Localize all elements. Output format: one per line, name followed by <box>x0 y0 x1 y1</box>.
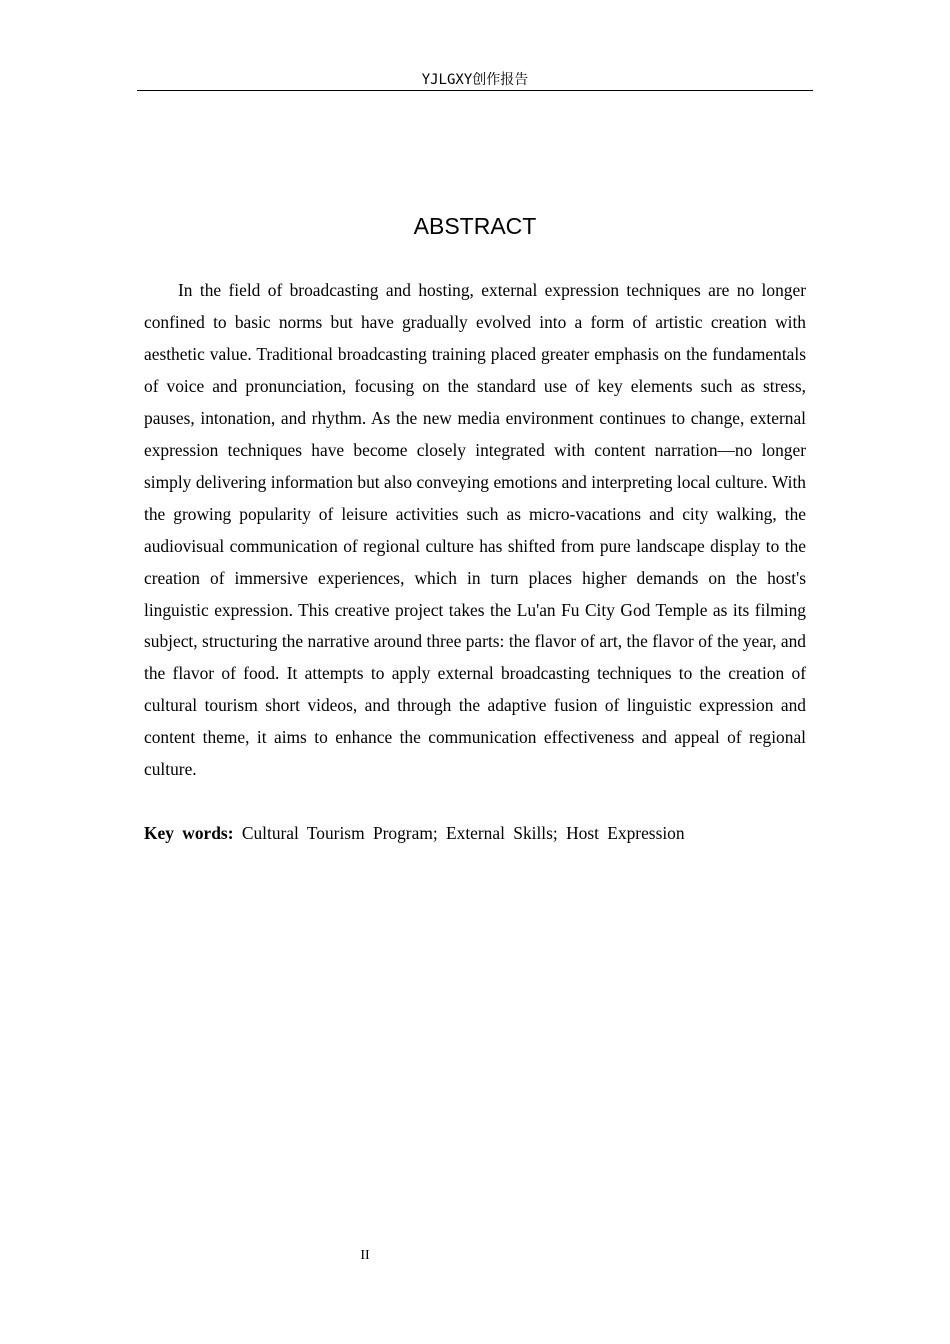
abstract-body: In the field of broadcasting and hosting, external expression techniques are no longer confined to basic norms but have gradually evolved into a form of artistic creation with aesthetic value. Traditional broadcasting training placed greater emphasis on the fundamentals of voice and pronunciation, focusing on the standard use of key elements such as stress, pauses, intonation, and rhythm. As the new media environment continues to change, external expression techniques have become closely integrated with content narration—no longer simply delivering information but also conveying emotions and interpreting local culture. With the growing popularity of leisure activities such as micro-vacations and city walking, the audiovisual communication of regional culture has shifted from pure landscape display to the creation of immersive experiences, which in turn places higher demands on the host's linguistic expression. This creative project takes the Lu'an Fu City God Temple as its filming subject, structuring the narrative around three parts: the flavor of art, the flavor of the year, and the flavor of food. It attempts to apply external broadcasting techniques to the creation of cultural tourism short videos, and through the adaptive fusion of linguistic expression and content theme, it aims to enhance the communication effectiveness and appeal of regional culture. <box>144 280 806 780</box>
keywords-label: Key words: <box>144 823 234 843</box>
page-number: II <box>360 1248 370 1263</box>
abstract-title: ABSTRACT <box>413 213 537 239</box>
header-text: YJLGXY创作报告 <box>421 72 529 88</box>
keywords-line <box>144 818 806 850</box>
keywords-value: Cultural Tourism Program; External Skills; Host Expression <box>241 823 685 843</box>
page-header <box>137 70 813 91</box>
